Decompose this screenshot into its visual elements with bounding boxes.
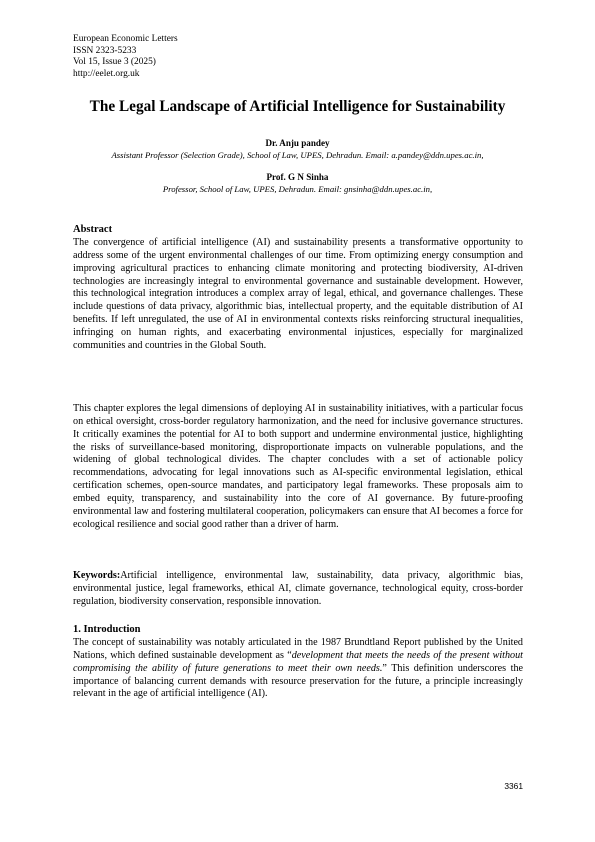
- abstract-paragraph-2-text: This chapter explores the legal dimensions of deploying AI in sustainability initiatives, with a particular focus on ethical oversight, cross-border regulatory harmonization, and the need for inclusive governance structures. It critically examines the potential for AI to both support and undermine environmental justice, highlighting the risks of surveillance-based monitoring, disproportionate impacts on vulnerable populations, and the widening of global technological divides. The chapter concludes with a set of actionable policy recommendations, advocating for legal innovations such as AI-specific environmental legislation, ethical certification schemes, open-source mandates, and participatory legal frameworks. These proposals aim to embed equity, transparency, and sustainability into the core of AI governance. By future-proofing environmental law and fostering multilateral cooperation, policymakers can ensure that AI becomes a force for ecological resilience and social good rather than a driver of harm.: [73, 403, 523, 530]
- author-affiliation-2: Professor, School of Law, UPES, Dehradun. Email: gnsinha@ddn.upes.ac.in,: [162, 184, 433, 194]
- journal-volume: Vol 15, Issue 3 (2025): [73, 57, 156, 68]
- brundtland-quote: development that meets the needs of the present without compromising the ability of future generations to meet their own needs.: [73, 649, 523, 674]
- abstract-paragraph-1-text: The convergence of artificial intelligence (AI) and sustainability presents a transformative opportunity to address some of the urgent environmental challenges of our time. From optimizing energy consumption and improving agricultural practices to enhancing climate monitoring and protecting biodiversity, AI-driven technologies are increasingly integral to environmental governance and sustainable development. However, this technological integration introduces a complex array of legal, ethical, and governance challenges. These include questions of data privacy, algorithmic bias, intellectual property, and the equitable distribution of AI benefits. If left unregulated, the use of AI in environmental contexts risks reinforcing structural inequalities, infringing on human rights, and exacerbating environmental injustices, especially for marginalized communities and countries in the Global South.: [73, 237, 523, 351]
- journal-issn: ISSN 2323-5233: [73, 45, 137, 56]
- author-affiliation-1: Assistant Professor (Selection Grade), School of Law, UPES, Dehradun. Email: a.pandey@ddn.upes.ac.in,: [111, 150, 484, 160]
- keywords-text: Artificial intelligence, environmental law, sustainability, data privacy, algorithmic bias, environmental justice, legal frameworks, ethical AI, climate governance, technological equity, cross-border regulation, biodiversity conservation, responsible innovation.: [73, 570, 523, 607]
- author-name-1: Dr. Anju pandey: [265, 138, 330, 148]
- journal-name: European Economic Letters: [73, 34, 178, 44]
- abstract-paragraph-2: [73, 403, 523, 531]
- introduction-heading: 1. Introduction: [73, 624, 141, 635]
- abstract-paragraph-1: [73, 237, 523, 353]
- introduction-paragraph: [73, 637, 523, 701]
- keywords-block: [73, 570, 523, 609]
- introduction-text-end: ” This definition underscores the importance of balancing current demands with resource preservation for the future, a principle increasingly relevant in the age of artificial intelligence (AI).: [73, 662, 524, 700]
- page-number: 3361: [504, 781, 523, 791]
- paper-title: The Legal Landscape of Artificial Intelligence for Sustainability: [89, 98, 506, 115]
- journal-url[interactable]: http://eelet.org.uk: [73, 68, 140, 79]
- keywords-label: Keywords:: [73, 570, 121, 581]
- introduction-text-start: The concept of sustainability was notably articulated in the 1987 Brundtland Report published by the United Nations, which defined sustainable development as “: [73, 637, 523, 661]
- abstract-heading: Abstract: [73, 224, 113, 235]
- author-name-2: Prof. G N Sinha: [266, 172, 329, 182]
- journal-header: [73, 34, 178, 80]
